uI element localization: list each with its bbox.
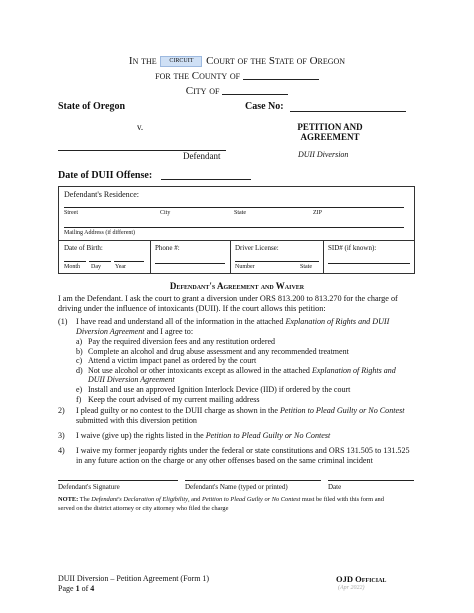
item-3-text — [76, 431, 426, 441]
note-text: The — [78, 496, 92, 503]
printed-name-label: Defendant's Name (typed or printed) — [185, 483, 288, 491]
dob-day-field[interactable] — [89, 254, 111, 262]
date-label: Date — [328, 483, 342, 491]
note-line2: served on the district attorney or city attorney who filed the charge — [58, 504, 229, 512]
subitem-text: Pay the required diversion fees and any restitution ordered — [88, 337, 276, 346]
license-state-label: State — [300, 264, 312, 270]
intro-paragraph — [58, 294, 428, 314]
page-mid: of — [79, 584, 91, 593]
header-line1-pre: In the — [128, 55, 157, 67]
footer-official: OJD Official — [336, 574, 387, 584]
residence-street-field[interactable] — [64, 198, 404, 208]
cell-divider-3 — [323, 240, 324, 274]
intro-line: I am the Defendant. I ask the court to grant a diversion under ORS 813.200 to 813.270 for the charge of — [58, 294, 398, 303]
page-num: 1 — [75, 584, 80, 593]
subitem-letter: f) — [76, 394, 82, 404]
header-line1-post: Court of the State of Oregon — [206, 55, 346, 67]
dob-label: Date of Birth: — [64, 244, 103, 252]
city-label: City — [160, 210, 171, 216]
offense-date-label: Date of DUII Offense: — [58, 170, 153, 181]
city-field[interactable] — [222, 85, 288, 95]
printed-name-field[interactable] — [185, 472, 321, 481]
subitem — [76, 347, 426, 357]
subitem-letter: c) — [76, 356, 83, 366]
item-1-number: (1) — [58, 317, 68, 326]
case-no-label: Case No: — [245, 101, 284, 112]
item-1-line2-ital: Diversion Agreement — [76, 327, 145, 336]
date-field[interactable] — [328, 472, 414, 481]
mailing-label: Mailing Address (if different) — [64, 230, 136, 236]
street-label: Street — [64, 210, 78, 216]
item-3-number: 3) — [58, 431, 65, 440]
subitem — [76, 366, 426, 376]
license-label: Driver License: — [235, 244, 279, 252]
subitem — [76, 385, 426, 395]
item-3-line-ital: Petition to Plead Guilty or No Contest — [205, 431, 331, 440]
item-1-line2: and I agree to: — [144, 327, 194, 336]
phone-label: Phone #: — [155, 244, 180, 252]
sid-label: SID# (if known): — [328, 244, 377, 252]
item-4-line2: in any future action on the charge or any other offenses based on the same criminal incident — [76, 456, 373, 465]
section-title: Defendant's Agreement and Waiver — [169, 281, 305, 291]
dob-year-field[interactable] — [114, 254, 144, 262]
county-field[interactable] — [243, 70, 319, 80]
item-2-line1-ital: Petition to Plead Guilty or No Contest — [279, 406, 405, 415]
mailing-address-field[interactable] — [64, 218, 404, 228]
item-2-line2: submitted with this diversion petition — [76, 416, 197, 425]
note-text: , and — [187, 496, 202, 503]
sid-field[interactable] — [328, 256, 410, 264]
item-1-line1: I have read and understand all of the information in the attached — [76, 317, 286, 326]
intro-line: driving under the influence of intoxicants (DUII). If the court allows this petition: — [58, 304, 326, 313]
case-no-field[interactable] — [290, 101, 406, 112]
table-divider — [58, 240, 415, 241]
cell-divider-1 — [150, 240, 151, 274]
zip-label: ZIP — [313, 210, 322, 216]
header-county-label: for the County of — [155, 70, 241, 82]
residence-label: Defendant's Residence: — [64, 190, 139, 199]
item-3-line: I waive (give up) the rights listed in the — [76, 431, 206, 440]
signature-field[interactable] — [58, 472, 178, 481]
item-1-text — [76, 317, 426, 337]
subitem-text: Install and use an approved Ignition Interlock Device (IID) if ordered by the court — [88, 384, 351, 394]
court-type-field[interactable]: CIRCUIT — [160, 56, 202, 67]
document-title-line1: PETITION AND — [297, 122, 363, 132]
subitem-text-ital: Explanation of Rights and — [311, 365, 396, 375]
subitem — [76, 356, 426, 366]
signature-label: Defendant's Signature — [58, 483, 120, 491]
note-ital: Petition to Plead Guilty or No Contest — [201, 496, 301, 503]
item-1-line1-ital: Explanation of Rights and DUII — [285, 317, 390, 326]
footer-form-name: DUII Diversion – Petition Agreement (Form 1) — [58, 574, 210, 583]
dob-year-label: Year — [115, 264, 127, 270]
defendant-label: Defendant — [183, 151, 221, 161]
document-subtitle: DUII Diversion — [298, 150, 349, 159]
subitem-letter: d) — [76, 365, 83, 375]
offense-date-field[interactable] — [161, 170, 251, 180]
document-title-line2: AGREEMENT — [300, 132, 360, 142]
subitem-letter: b) — [76, 346, 83, 356]
dob-month-label: Month — [64, 264, 81, 270]
court-header — [0, 54, 474, 99]
subitem-text: Not use alcohol or other intoxicants except as allowed in the attached — [88, 365, 312, 375]
note-ital: Defendant's Declaration of Eligibility — [91, 496, 188, 503]
subitem-text: Attend a victim impact panel as ordered by the court — [88, 356, 257, 366]
defendant-name-field[interactable] — [58, 141, 226, 151]
versus-text: v. — [137, 122, 144, 132]
subitem — [76, 375, 426, 385]
phone-field[interactable] — [155, 256, 225, 264]
subitem — [76, 337, 426, 347]
license-number-field[interactable] — [235, 254, 319, 262]
note-label: NOTE: — [58, 496, 79, 503]
subitem-text: Complete an alcohol and drug abuse assessment and any recommended treatment — [88, 346, 349, 356]
item-1-subitems — [76, 337, 426, 404]
dob-month-field[interactable] — [64, 254, 86, 262]
subitem-letter: e) — [76, 384, 83, 394]
item-2-text — [76, 406, 426, 426]
item-4-number: 4) — [58, 446, 65, 455]
note-text: must be filed with this form and — [300, 496, 384, 503]
dob-day-label: Day — [91, 264, 101, 270]
page-total: 4 — [90, 584, 95, 593]
item-4-line1: I waive my former jeopardy rights under the federal or state constitutions and ORS 131.505 to 131.525 — [76, 446, 410, 455]
plaintiff-label: State of Oregon — [58, 101, 126, 112]
state-label: State — [234, 210, 246, 216]
item-2-number: 2) — [58, 406, 65, 415]
footer-date: (Apr 2022) — [338, 585, 365, 591]
document-title — [290, 122, 370, 142]
header-city-label: City of — [185, 85, 220, 97]
item-2-line1: I plead guilty or no contest to the DUII charge as shown in the — [76, 406, 280, 415]
subitem-letter: a) — [76, 337, 83, 346]
note — [58, 496, 428, 513]
subitem-text: Keep the court advised of my current mailing address — [88, 394, 260, 404]
subitem-text-ital: DUII Diversion Agreement — [88, 375, 175, 385]
license-number-label: Number — [235, 264, 255, 270]
footer-page-number — [58, 584, 94, 593]
subitem — [76, 395, 426, 405]
page-pre: Page — [58, 584, 76, 593]
cell-divider-2 — [230, 240, 231, 274]
item-4-text — [76, 446, 436, 466]
